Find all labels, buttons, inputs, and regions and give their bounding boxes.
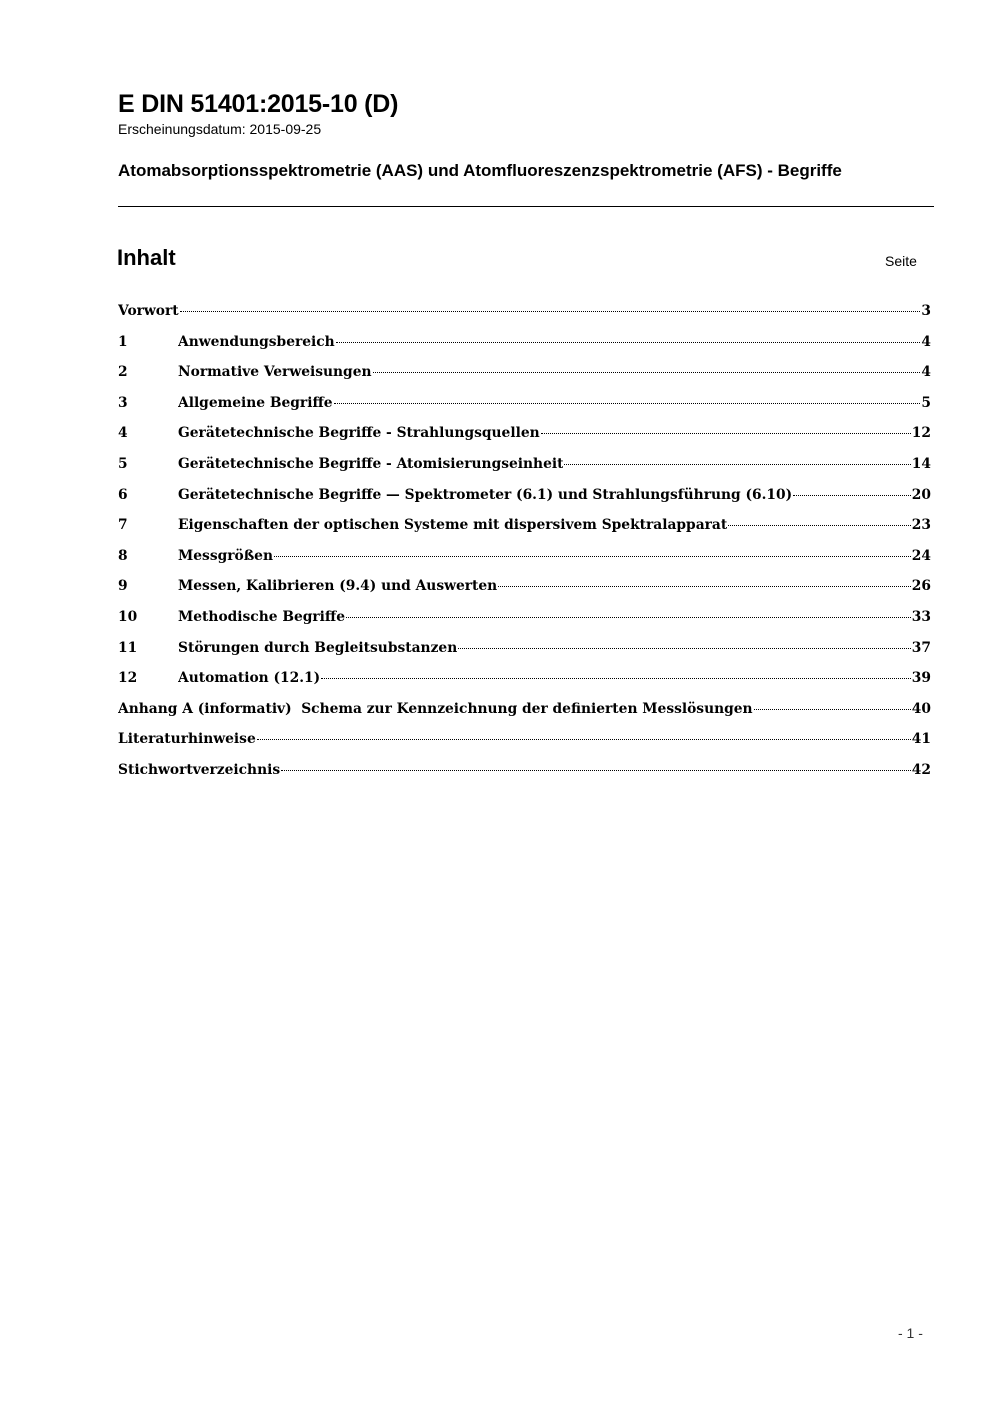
toc-entry-stichwortverzeichnis[interactable] <box>118 760 931 791</box>
toc-entry-title: Störungen durch Begleitsubstanzen <box>178 639 458 656</box>
toc-entry-title: Methodische Begriffe <box>178 608 346 625</box>
toc-entry-page: 4 <box>921 333 931 350</box>
toc-entry-title: Allgemeine Begriffe <box>178 394 333 411</box>
toc-entry-page: 3 <box>921 303 931 319</box>
toc-dot-leader <box>541 433 911 434</box>
toc-entry-page: 33 <box>911 608 931 625</box>
toc-entry-page: 5 <box>921 394 931 411</box>
document-id: E DIN 51401:2015-10 (D) <box>118 90 399 118</box>
toc-entry-number: 7 <box>118 517 128 534</box>
toc-dot-leader <box>281 770 911 771</box>
toc-entry-number: 6 <box>118 486 128 503</box>
toc-dot-leader <box>728 525 911 526</box>
toc-entry-page: 24 <box>911 547 931 564</box>
toc-entry-4[interactable] <box>118 423 931 454</box>
toc-entry-page: 20 <box>911 486 931 503</box>
toc-entry-number: 4 <box>118 425 128 442</box>
toc-entry-8[interactable] <box>118 546 931 577</box>
toc-entry-anhang-a[interactable] <box>118 699 931 730</box>
toc-entry-title: Messgrößen <box>178 547 273 564</box>
toc-entry-title: Normative Verweisungen <box>178 364 372 381</box>
toc-dot-leader <box>458 648 911 649</box>
toc-dot-leader <box>257 739 911 740</box>
toc-page-column-label: Seite <box>885 253 917 269</box>
toc-entry-number: 8 <box>118 547 128 564</box>
toc-entry-title: Gerätetechnische Begriffe - Atomisierungseinheit <box>178 455 564 472</box>
toc-dot-leader <box>346 617 911 618</box>
toc-dot-leader <box>498 586 911 587</box>
toc-entry-number: 3 <box>118 394 128 411</box>
toc-entry-1[interactable] <box>118 332 931 363</box>
toc-entry-12[interactable] <box>118 668 931 699</box>
page-number: - 1 - <box>898 1325 923 1341</box>
title-divider <box>118 206 934 207</box>
toc-entry-number: 5 <box>118 455 128 472</box>
toc-entry-page: 40 <box>911 700 931 717</box>
toc-entry-2[interactable] <box>118 362 931 393</box>
toc-entry-page: 39 <box>911 670 931 687</box>
toc-dot-leader <box>180 311 921 312</box>
toc-entry-page: 23 <box>911 517 931 534</box>
toc-entry-7[interactable] <box>118 515 931 546</box>
toc-entry-title: Literaturhinweise <box>118 731 256 748</box>
toc-entry-10[interactable] <box>118 607 931 638</box>
toc-dot-leader <box>336 342 921 343</box>
toc-entry-title: Gerätetechnische Begriffe — Spektrometer (6.1) und Strahlungsführung (6.10) <box>178 486 793 503</box>
toc-entry-title: Anwendungsbereich <box>178 333 335 350</box>
toc-entry-page: 42 <box>911 761 931 778</box>
toc-entry-number: 10 <box>118 608 138 625</box>
toc-entry-5[interactable] <box>118 454 931 485</box>
toc-entry-vorwort[interactable] <box>118 301 931 332</box>
toc-entry-page: 26 <box>911 578 931 595</box>
toc-entry-6[interactable] <box>118 485 931 516</box>
toc-entry-title: Stichwortverzeichnis <box>118 761 281 778</box>
toc-entry-11[interactable] <box>118 638 931 669</box>
toc-dot-leader <box>373 372 921 373</box>
toc-dot-leader <box>564 464 910 465</box>
toc-entry-9[interactable] <box>118 576 931 607</box>
publication-date: Erscheinungsdatum: 2015-09-25 <box>118 121 322 137</box>
table-of-contents <box>118 301 931 791</box>
toc-entry-number: 2 <box>118 364 128 381</box>
toc-entry-literaturhinweise[interactable] <box>118 729 931 760</box>
toc-entry-page: 4 <box>921 364 931 381</box>
toc-entry-number: 12 <box>118 670 138 687</box>
toc-dot-leader <box>754 709 911 710</box>
toc-entry-number: 11 <box>118 639 138 656</box>
toc-dot-leader <box>321 678 911 679</box>
toc-entry-page: 12 <box>911 425 931 442</box>
toc-entry-number: 9 <box>118 578 128 595</box>
toc-entry-page: 41 <box>911 731 931 748</box>
toc-entry-number: 1 <box>118 333 128 350</box>
toc-entry-title: Vorwort <box>118 303 179 319</box>
toc-entry-title: Messen, Kalibrieren (9.4) und Auswerten <box>178 578 498 595</box>
toc-dot-leader <box>274 556 911 557</box>
toc-entry-title: Automation (12.1) <box>178 670 321 687</box>
toc-entry-title: Eigenschaften der optischen Systeme mit dispersivem Spektralapparat <box>178 517 728 534</box>
toc-heading: Inhalt <box>117 245 176 270</box>
toc-entry-3[interactable] <box>118 393 931 424</box>
toc-entry-title: Gerätetechnische Begriffe - Strahlungsquellen <box>178 425 540 442</box>
toc-entry-page: 37 <box>911 639 931 656</box>
toc-entry-page: 14 <box>911 455 931 472</box>
document-title: Atomabsorptionsspektrometrie (AAS) und Atomfluoreszenzspektrometrie (AFS) - Begriffe <box>118 161 842 180</box>
toc-dot-leader <box>334 403 921 404</box>
toc-entry-title: Anhang A (informativ) Schema zur Kennzeichnung der definierten Messlösungen <box>118 700 753 717</box>
toc-dot-leader <box>793 495 911 496</box>
